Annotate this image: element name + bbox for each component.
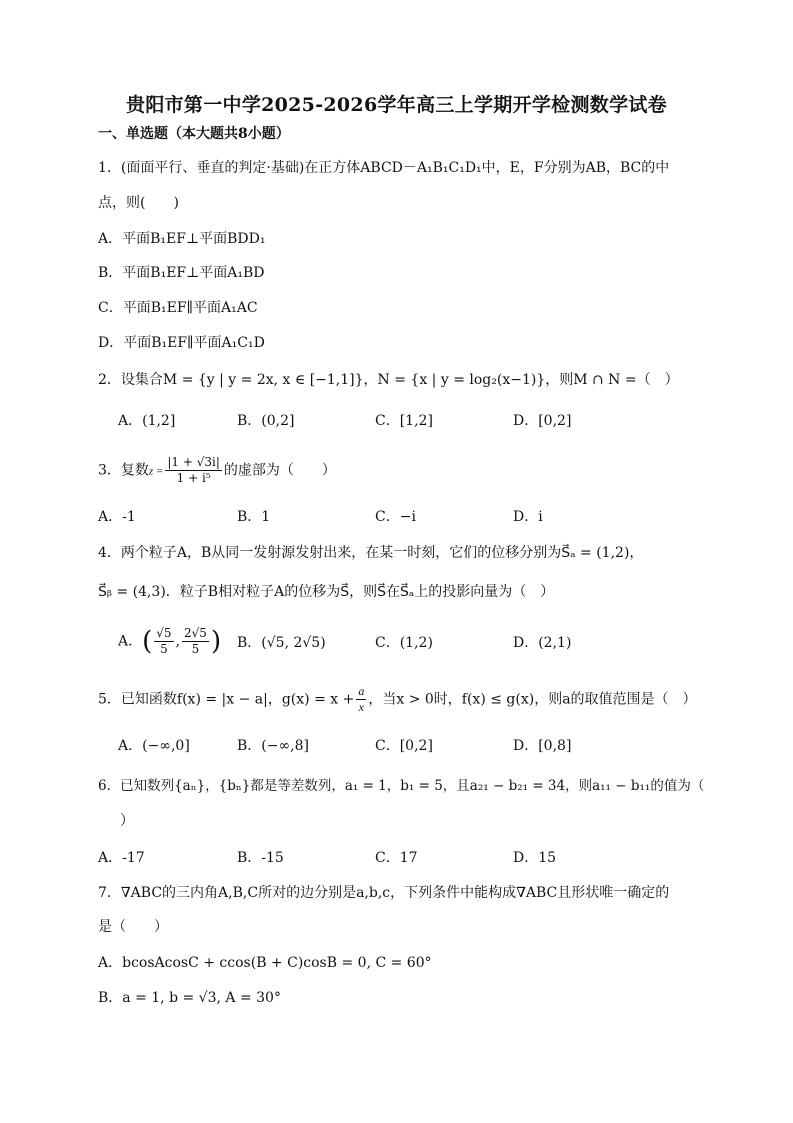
- q4-a-frac2-den: 5: [191, 642, 200, 656]
- q5-option-c: C．[0,2]: [375, 738, 433, 754]
- q3-option-d: D．i: [513, 509, 543, 525]
- q5-frac-den: x: [358, 700, 364, 714]
- q4-stem-line1: 4．两个粒子A，B从同一发射源发射出来，在某一时刻，它们的位移分别为S⃗ₐ = (1,2)，: [98, 545, 644, 561]
- q4-option-a: A．( $\frac{√5}{5}$ , $\frac{2√5}{5}$ ): [118, 626, 222, 657]
- q3-option-a: A．-1: [98, 509, 136, 525]
- q3-fraction: [165, 455, 222, 486]
- q3-stem: [98, 455, 336, 486]
- q5-stem: [98, 684, 697, 715]
- q7-option-b: B．a = 1, b = √3, A = 30°: [98, 990, 281, 1006]
- q4-option-b: B．(√5, 2√5): [237, 635, 326, 651]
- exam-title: 贵阳市第一中学2025-2026学年高三上学期开学检测数学试卷: [126, 94, 667, 116]
- q1-option-b: B．平面B₁EF⊥平面A₁BD: [98, 265, 265, 281]
- q5-option-b: B．(−∞,8]: [237, 738, 309, 754]
- q4-stem-line2: S⃗ᵦ = (4,3)．粒子B相对粒子A的位移为S⃗，则S⃗在S⃗ₐ上的投影向量为（ ）: [98, 584, 555, 600]
- q5-stem-b: ，当x > 0时，f(x) ≤ g(x)，则a的取值范围是（ ）: [368, 691, 697, 708]
- q4-option-c: C．(1,2): [375, 635, 433, 651]
- q5-stem-a: 5．已知函数f(x) = |x − a|，g(x) = x +: [98, 691, 355, 708]
- q6-option-a: A．-17: [98, 850, 145, 866]
- q6-stem-line2: ）: [120, 813, 134, 829]
- q7-stem-line1: 7．∇ABC的三内角A,B,C所对的边分别是a,b,c，下列条件中能构成∇ABC且形状唯一确定的: [98, 885, 670, 901]
- q2-option-d: D．[0,2]: [513, 413, 572, 429]
- q5-frac-num: a: [358, 684, 365, 698]
- q2-option-b: B．(0,2]: [237, 413, 295, 429]
- q4-a-frac1: [154, 626, 173, 657]
- q6-option-c: C．17: [375, 850, 418, 866]
- q3-frac-num: |1 + √3i|: [167, 455, 220, 469]
- q1-option-a: A．平面B₁EF⊥平面BDD₁: [98, 231, 266, 247]
- section-heading: 一、单选题（本大题共8小题）: [98, 126, 290, 142]
- q6-option-d: D．15: [513, 850, 557, 866]
- q1-option-c: C．平面B₁EF∥平面A₁AC: [98, 300, 258, 316]
- q4-option-a-label: A．: [118, 633, 143, 650]
- q3-option-b: B．1: [237, 509, 271, 525]
- q2-option-c: C．[1,2]: [375, 413, 433, 429]
- q4-a-frac1-num: √5: [156, 626, 172, 640]
- q4-a-frac1-den: 5: [160, 642, 168, 656]
- q3-prefix: 3．复数: [98, 462, 149, 479]
- q2-option-a: A．(1,2]: [118, 413, 176, 429]
- q4-a-frac2-num: 2√5: [184, 626, 207, 640]
- q1-stem-line2: 点，则( ): [98, 195, 179, 211]
- q3-suffix: 的虚部为（ ）: [223, 462, 336, 479]
- q5-option-d: D．[0,8]: [513, 738, 572, 754]
- q5-option-a: A．(−∞,0]: [118, 738, 190, 754]
- q6-stem-line1: 6．已知数列{aₙ}，{bₙ}都是等差数列，a₁ = 1，b₁ = 5，且a₂₁ − b₂₁ = 34，则a₁₁ − b₁₁的值为（: [98, 778, 705, 794]
- q5-fraction: [356, 684, 366, 715]
- q3-z: z =: [148, 465, 164, 478]
- q6-option-b: B．-15: [237, 850, 284, 866]
- q1-stem-line1: 1．(面面平行、垂直的判定·基础)在正方体ABCD－A₁B₁C₁D₁中，E，F分别为AB，BC的中: [98, 160, 670, 176]
- q2-stem: 2．设集合M = {y | y = 2x, x ∈ [−1,1]}，N = {x | y = log₂(x−1)}，则M ∩ N =（ ）: [98, 372, 679, 388]
- q7-option-a: A．bcosAcosC + ccos(B + C)cosB = 0, C = 60°: [98, 955, 432, 971]
- q1-option-d: D．平面B₁EF∥平面A₁C₁D: [98, 335, 265, 351]
- q3-frac-den: 1 + i⁵: [176, 471, 211, 485]
- q4-a-frac2: [182, 626, 209, 657]
- q3-option-c: C．−i: [375, 509, 416, 525]
- q4-option-d: D．(2,1): [513, 635, 572, 651]
- q7-stem-line2: 是（ ）: [98, 919, 168, 935]
